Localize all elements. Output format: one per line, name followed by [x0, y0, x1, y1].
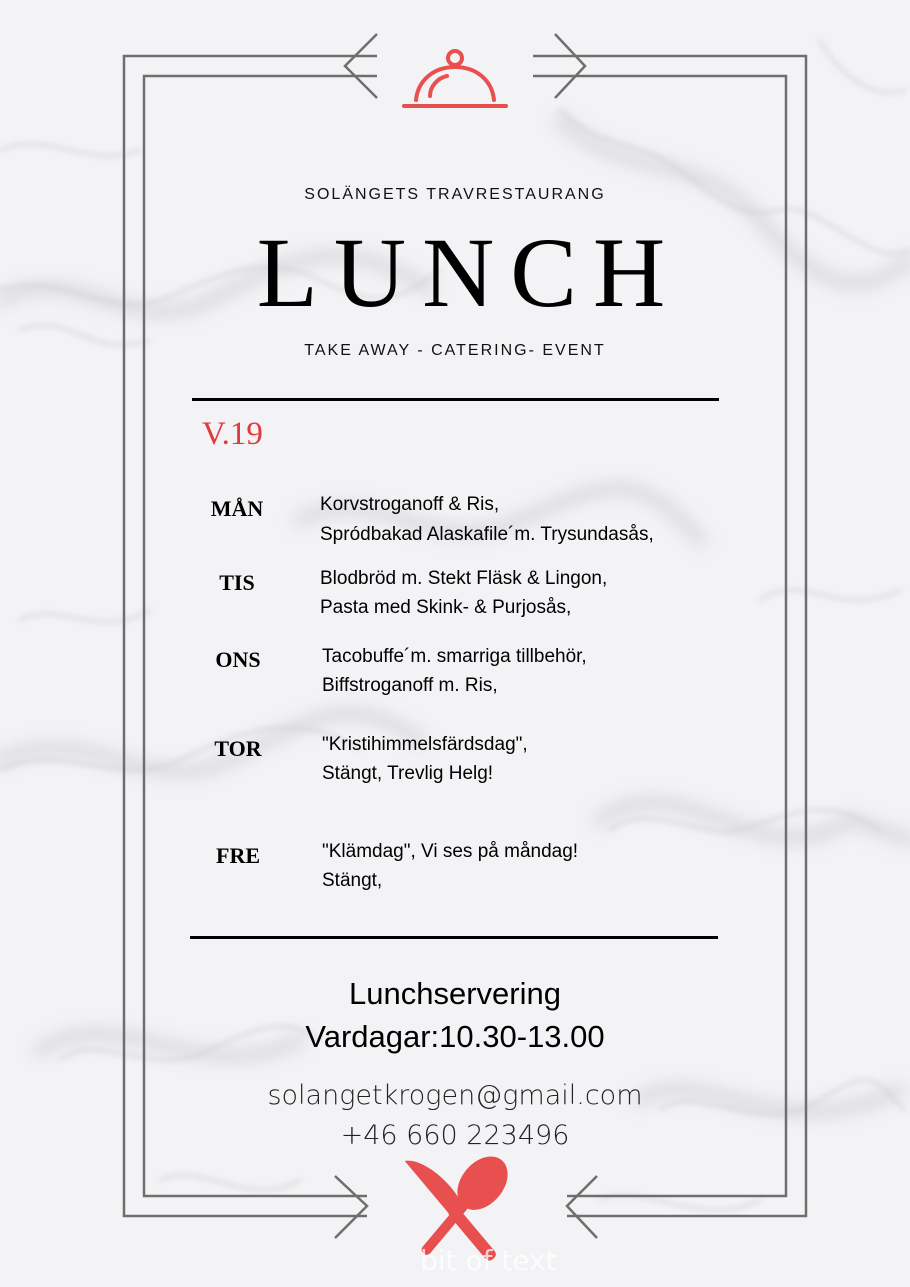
top-divider — [192, 398, 719, 401]
dish-line: "Kristihimmelsfärdsdag", — [322, 734, 528, 755]
day-label: ONS — [215, 647, 261, 672]
day-label: TOR — [214, 736, 262, 761]
day-label: MÅN — [210, 496, 264, 521]
page-title: LUNCH — [256, 217, 682, 328]
day-label: TIS — [219, 570, 255, 595]
dish-line: Stängt, — [322, 870, 383, 891]
dish-line: Blodbröd m. Stekt Fläsk & Lingon, — [320, 568, 608, 589]
watermark-text: bit of text — [420, 1244, 557, 1277]
restaurant-name: SOLÄNGETS TRAVRESTAURANG — [304, 186, 606, 203]
lunch-hours-time: Vardagar:10.30-13.00 — [305, 1019, 605, 1054]
contact-phone: +46 660 223496 — [340, 1120, 570, 1151]
week-number: V.19 — [202, 416, 263, 452]
dish-line: Tacobuffe´m. smarriga tillbehör, — [322, 646, 587, 667]
dish-line: Korvstroganoff & Ris, — [320, 494, 500, 515]
day-label: FRE — [216, 843, 260, 868]
tagline: TAKE AWAY - CATERING- EVENT — [304, 342, 606, 359]
dish-line: "Klämdag", Vi ses på måndag! — [322, 841, 579, 862]
lunch-hours-heading: Lunchservering — [349, 976, 561, 1011]
dish-line: Biffstroganoff m. Ris, — [322, 675, 498, 696]
dish-line: Stängt, Trevlig Helg! — [322, 763, 494, 784]
dish-line: Spródbakad Alaskafile´m. Trysundasås, — [320, 524, 654, 545]
contact-email: solangetkrogen@gmail.com — [267, 1080, 643, 1111]
dish-line: Pasta med Skink- & Purjosås, — [320, 597, 572, 618]
bottom-divider — [190, 936, 718, 939]
cloche-icon — [404, 51, 506, 106]
